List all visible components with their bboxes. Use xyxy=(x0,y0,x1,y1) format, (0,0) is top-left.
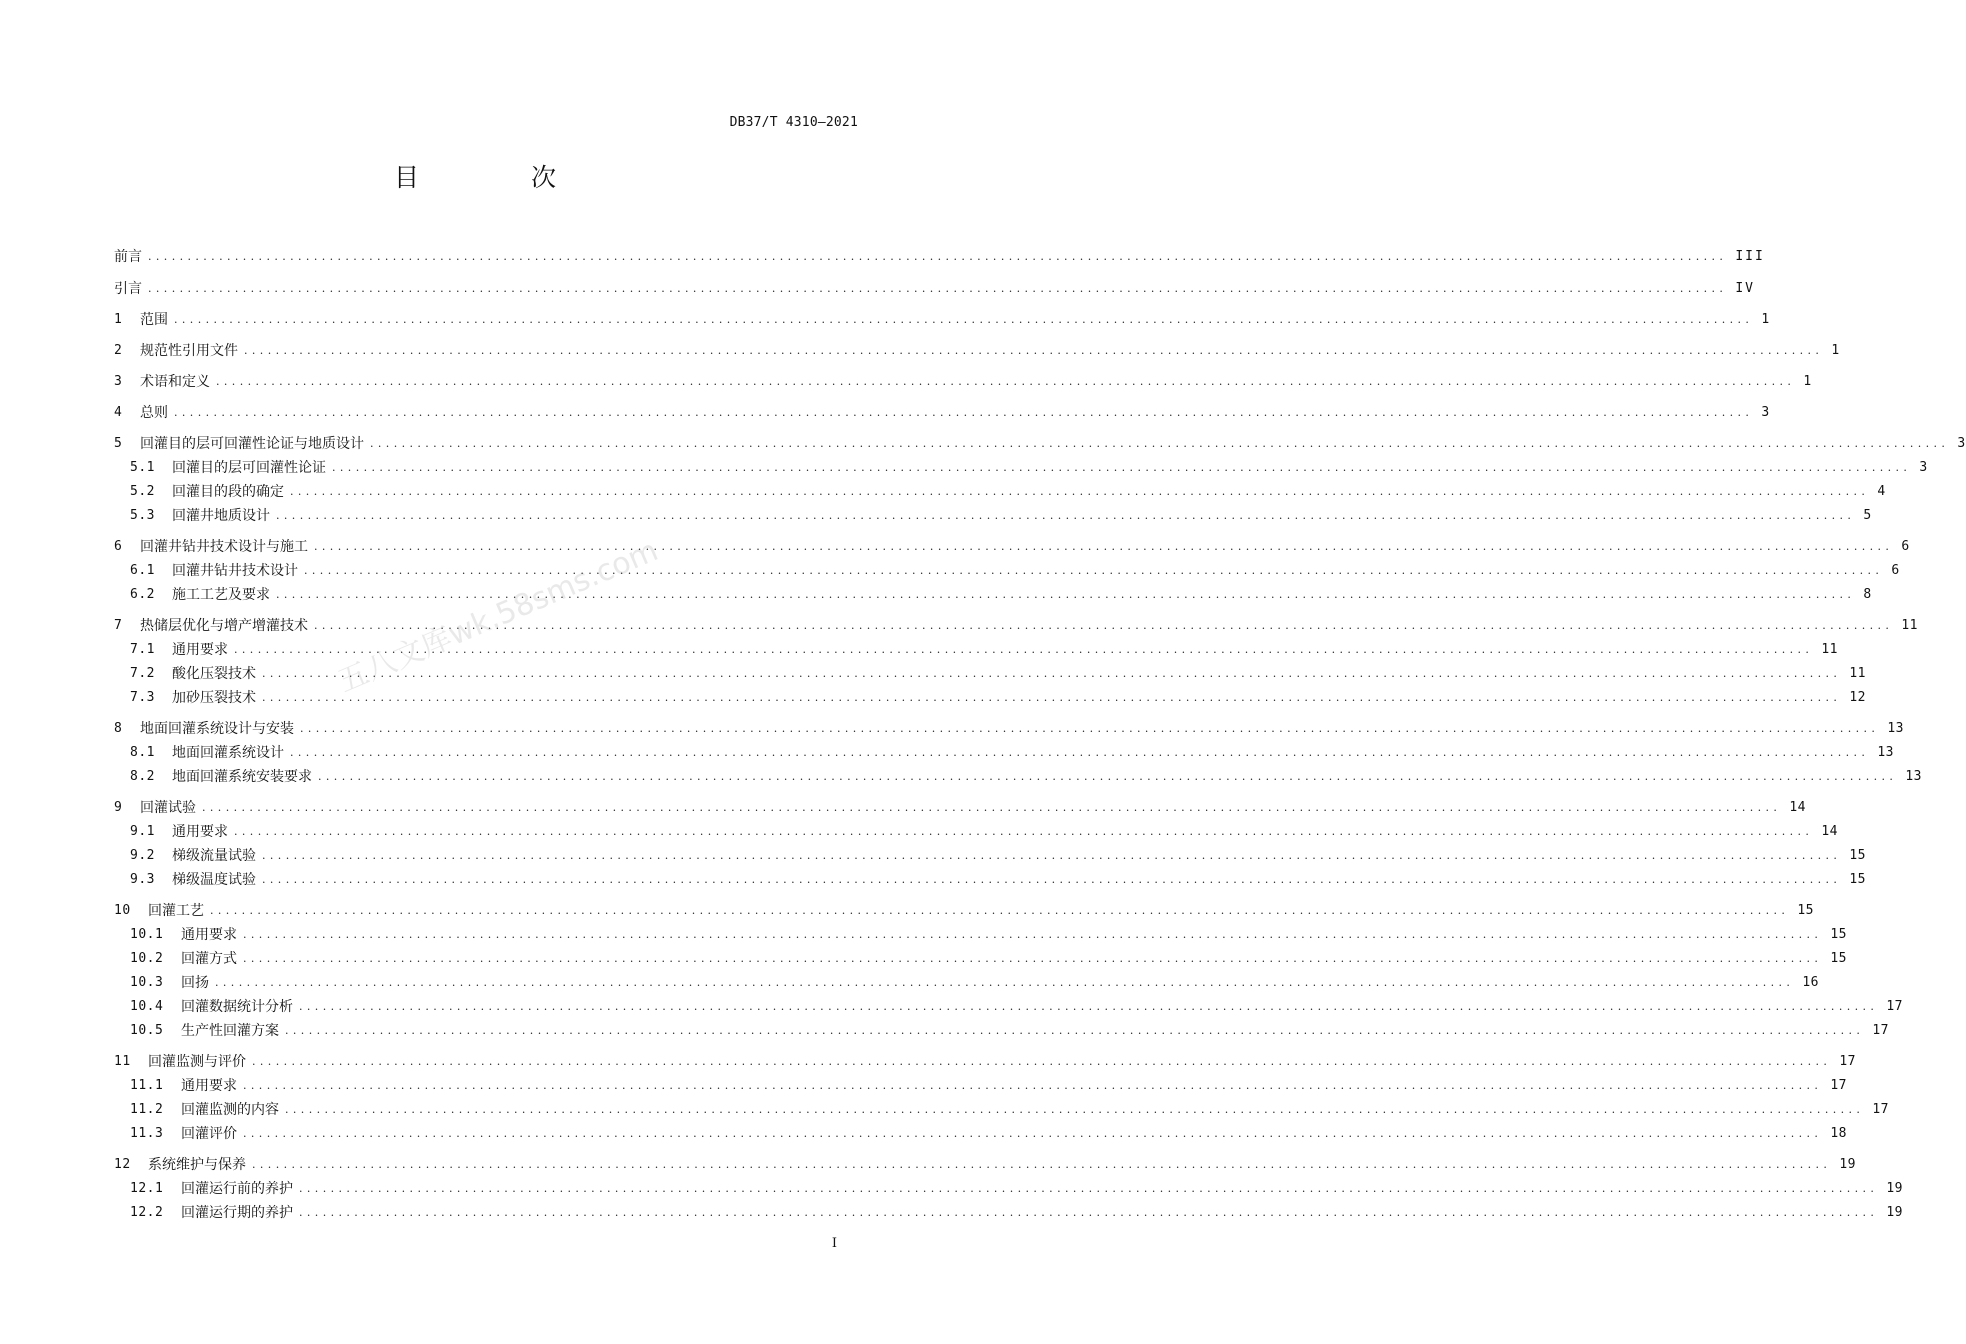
toc-entry-number: 1 xyxy=(114,312,123,327)
toc-entry[interactable] xyxy=(114,742,1894,764)
toc-entry-number: 10.1 xyxy=(130,927,164,942)
toc-entry-title: 回灌工艺 xyxy=(148,903,204,919)
toc-page-number: 12 xyxy=(1849,690,1866,705)
toc-dot-leader: ........................................................................................................................................................................................................ xyxy=(370,437,1950,450)
toc-entry-title: 回灌目的段的确定 xyxy=(172,484,284,500)
toc-entry-number: 6.2 xyxy=(130,587,155,602)
toc-dot-leader: ........................................................................................................................................................................................................ xyxy=(285,1024,1865,1037)
toc-entry[interactable] xyxy=(114,278,1755,300)
toc-entry[interactable] xyxy=(114,615,1918,637)
toc-dot-leader: ........................................................................................................................................................................................................ xyxy=(174,313,1754,326)
toc-dot-leader: ........................................................................................................................................................................................................ xyxy=(299,1182,1879,1195)
toc-entry-title: 总则 xyxy=(140,405,168,421)
toc-entry-number: 10.3 xyxy=(130,975,164,990)
toc-dot-leader: ........................................................................................................................................................................................................ xyxy=(210,904,1790,917)
toc-entry[interactable] xyxy=(114,948,1847,970)
toc-dot-leader: ........................................................................................................................................................................................................ xyxy=(290,746,1870,759)
toc-entry-title: 酸化压裂技术 xyxy=(172,666,256,682)
toc-entry-title: 热储层优化与增产增灌技术 xyxy=(140,618,308,634)
toc-page-number: 11 xyxy=(1901,618,1918,633)
toc-dot-leader: ........................................................................................................................................................................................................ xyxy=(252,1158,1832,1171)
toc-dot-leader: ........................................................................................................................................................................................................ xyxy=(318,770,1898,783)
toc-dot-leader: ........................................................................................................................................................................................................ xyxy=(314,540,1894,553)
toc-entry[interactable] xyxy=(114,1099,1889,1121)
toc-entry-title: 规范性引用文件 xyxy=(140,343,238,359)
toc-entry-number: 5 xyxy=(114,436,123,451)
toc-entry-number: 12.1 xyxy=(130,1181,164,1196)
toc-entry-number: 9.3 xyxy=(130,872,155,887)
toc-entry-number: 9.2 xyxy=(130,848,155,863)
toc-entry-number: 11.3 xyxy=(130,1126,164,1141)
toc-entry-number: 6.1 xyxy=(130,563,155,578)
toc-entry-title: 范围 xyxy=(140,312,168,328)
toc-entry-title: 系统维护与保养 xyxy=(148,1157,246,1173)
toc-dot-leader: ........................................................................................................................................................................................................ xyxy=(243,1127,1823,1140)
toc-entry[interactable] xyxy=(114,869,1866,891)
toc-dot-leader: ........................................................................................................................................................................................................ xyxy=(202,801,1782,814)
toc-dot-leader: ........................................................................................................................................................................................................ xyxy=(243,952,1823,965)
toc-entry[interactable] xyxy=(114,402,1770,424)
toc-entry[interactable] xyxy=(114,1154,1856,1176)
toc-entry-title: 回灌井钻井技术设计与施工 xyxy=(140,539,308,555)
toc-page-number: 11 xyxy=(1849,666,1866,681)
toc-page-number: 13 xyxy=(1905,769,1922,784)
toc-entry-number: 10.2 xyxy=(130,951,164,966)
toc-entry-number: 8.1 xyxy=(130,745,155,760)
toc-entry-title: 回灌运行期的养护 xyxy=(181,1205,293,1221)
toc-entry-number: 6 xyxy=(114,539,123,554)
toc-entry-number: 5.3 xyxy=(130,508,155,523)
toc-entry[interactable] xyxy=(114,584,1872,606)
toc-page-number: 1 xyxy=(1803,374,1812,389)
toc-entry-number: 3 xyxy=(114,374,123,389)
toc-dot-leader: ........................................................................................................................................................................................................ xyxy=(234,643,1814,656)
toc-entry-title: 回灌目的层可回灌性论证 xyxy=(172,460,326,476)
toc-entry[interactable] xyxy=(114,505,1872,527)
toc-dot-leader: ........................................................................................................................................................................................................ xyxy=(262,691,1842,704)
toc-entry-title: 梯级温度试验 xyxy=(172,872,256,888)
toc-dot-leader: ........................................................................................................................................................................................................ xyxy=(276,588,1856,601)
toc-entry-title: 施工工艺及要求 xyxy=(172,587,270,603)
toc-page-number: 15 xyxy=(1797,903,1814,918)
toc-entry[interactable] xyxy=(114,924,1847,946)
toc-page-number: 18 xyxy=(1830,1126,1847,1141)
toc-entry-title: 回灌评价 xyxy=(181,1126,237,1142)
toc-entry[interactable] xyxy=(114,1051,1856,1073)
toc-entry[interactable] xyxy=(114,1123,1847,1145)
toc-entry-title: 通用要求 xyxy=(181,1078,237,1094)
toc-dot-leader: ........................................................................................................................................................................................................ xyxy=(148,250,1728,263)
toc-entry-number: 10.5 xyxy=(130,1023,164,1038)
footer-page-number: I xyxy=(831,1236,837,1251)
toc-entry-title: 回灌目的层可回灌性论证与地质设计 xyxy=(140,436,364,452)
toc-entry-title: 回灌监测与评价 xyxy=(148,1054,246,1070)
toc-dot-leader: ........................................................................................................................................................................................................ xyxy=(332,461,1912,474)
toc-page-number: 6 xyxy=(1891,563,1900,578)
toc-page-number: 13 xyxy=(1877,745,1894,760)
toc-entry-title: 前言 xyxy=(114,249,142,265)
toc-page-number: 1 xyxy=(1831,343,1840,358)
toc-entry-title: 回灌井钻井技术设计 xyxy=(172,563,298,579)
toc-page-number: 14 xyxy=(1789,800,1806,815)
toc-entry-number: 7.2 xyxy=(130,666,155,681)
toc-entry-number: 7 xyxy=(114,618,123,633)
toc-entry-number: 7.1 xyxy=(130,642,155,657)
toc-page-number: 17 xyxy=(1830,1078,1847,1093)
toc-entry-number: 5.1 xyxy=(130,460,155,475)
toc-entry[interactable] xyxy=(114,457,1928,479)
toc-entry-number: 7.3 xyxy=(130,690,155,705)
toc-entry-number: 12.2 xyxy=(130,1205,164,1220)
toc-page-number: 4 xyxy=(1877,484,1886,499)
toc-page-number: 15 xyxy=(1830,927,1847,942)
toc-dot-leader: ........................................................................................................................................................................................................ xyxy=(174,406,1754,419)
toc-dot-leader: ........................................................................................................................................................................................................ xyxy=(290,485,1870,498)
toc-entry[interactable] xyxy=(114,797,1806,819)
watermark: 五八文库wk.58sms.com xyxy=(333,533,664,700)
toc-dot-leader: ........................................................................................................................................................................................................ xyxy=(262,667,1842,680)
toc-entry-number: 2 xyxy=(114,343,123,358)
toc-dot-leader: ........................................................................................................................................................................................................ xyxy=(299,1000,1879,1013)
toc-dot-leader: ........................................................................................................................................................................................................ xyxy=(300,722,1880,735)
toc-entry[interactable] xyxy=(114,900,1814,922)
toc-dot-leader: ........................................................................................................................................................................................................ xyxy=(243,928,1823,941)
toc-entry[interactable] xyxy=(114,1075,1847,1097)
toc-page-number: 13 xyxy=(1887,721,1904,736)
toc-page-number: 19 xyxy=(1886,1205,1903,1220)
toc-dot-leader: ........................................................................................................................................................................................................ xyxy=(252,1055,1832,1068)
toc-entry[interactable] xyxy=(114,309,1770,331)
toc-entry-number: 12 xyxy=(114,1157,131,1172)
toc-entry-title: 通用要求 xyxy=(172,642,228,658)
toc-dot-leader: ........................................................................................................................................................................................................ xyxy=(314,619,1894,632)
toc-entry-title: 地面回灌系统安装要求 xyxy=(172,769,312,785)
toc-page-number: 17 xyxy=(1872,1023,1889,1038)
toc-dot-leader: ........................................................................................................................................................................................................ xyxy=(243,1079,1823,1092)
toc-entry-number: 10 xyxy=(114,903,131,918)
toc-entry[interactable] xyxy=(114,1178,1903,1200)
toc-entry[interactable] xyxy=(114,639,1838,661)
toc-entry[interactable] xyxy=(114,536,1910,558)
toc-page-number: 17 xyxy=(1886,999,1903,1014)
toc-entry-title: 地面回灌系统设计与安装 xyxy=(140,721,294,737)
toc-entry[interactable] xyxy=(114,246,1765,268)
toc-entry[interactable] xyxy=(114,996,1903,1018)
toc-dot-leader: ........................................................................................................................................................................................................ xyxy=(285,1103,1865,1116)
toc-dot-leader: ........................................................................................................................................................................................................ xyxy=(262,873,1842,886)
toc-entry-title: 回灌方式 xyxy=(181,951,237,967)
page-title: 目 次 xyxy=(394,163,608,192)
toc-dot-leader: ........................................................................................................................................................................................................ xyxy=(276,509,1856,522)
toc-entry[interactable] xyxy=(114,663,1866,685)
toc-page-number: IV xyxy=(1735,281,1755,296)
toc-entry-number: 4 xyxy=(114,405,123,420)
toc-entry-number: 8 xyxy=(114,721,123,736)
toc-entry-title: 通用要求 xyxy=(172,824,228,840)
toc-entry[interactable] xyxy=(114,687,1866,709)
toc-page-number: 6 xyxy=(1901,539,1910,554)
toc-entry[interactable] xyxy=(114,1020,1889,1042)
toc-entry-title: 回灌井地质设计 xyxy=(172,508,270,524)
toc-page-number: 11 xyxy=(1821,642,1838,657)
toc-entry[interactable] xyxy=(114,340,1840,362)
toc-entry[interactable] xyxy=(114,560,1900,582)
toc-entry-number: 9.1 xyxy=(130,824,155,839)
toc-entry-number: 11.1 xyxy=(130,1078,164,1093)
toc-entry-title: 梯级流量试验 xyxy=(172,848,256,864)
toc-entry-title: 回灌运行前的养护 xyxy=(181,1181,293,1197)
toc-entry-number: 11 xyxy=(114,1054,131,1069)
toc-entry[interactable] xyxy=(114,766,1922,788)
toc-page-number: 3 xyxy=(1957,436,1966,451)
toc-entry-title: 通用要求 xyxy=(181,927,237,943)
toc-entry-title: 加砂压裂技术 xyxy=(172,690,256,706)
toc-page-number: III xyxy=(1735,249,1765,264)
toc-page-number: 3 xyxy=(1919,460,1928,475)
toc-page-number: 17 xyxy=(1839,1054,1856,1069)
toc-entry-title: 回灌数据统计分析 xyxy=(181,999,293,1015)
toc-dot-leader: ........................................................................................................................................................................................................ xyxy=(216,375,1796,388)
toc-entry-title: 术语和定义 xyxy=(140,374,210,390)
toc-entry[interactable] xyxy=(114,821,1838,843)
toc-entry-number: 11.2 xyxy=(130,1102,164,1117)
toc-page-number: 15 xyxy=(1849,872,1866,887)
toc-entry[interactable] xyxy=(114,371,1812,393)
toc-page-number: 17 xyxy=(1872,1102,1889,1117)
toc-entry-title: 回扬 xyxy=(181,975,209,991)
toc-page-number: 8 xyxy=(1863,587,1872,602)
toc-page-number: 19 xyxy=(1839,1157,1856,1172)
toc-dot-leader: ........................................................................................................................................................................................................ xyxy=(215,976,1795,989)
toc-entry[interactable] xyxy=(114,1202,1903,1224)
toc-entry-number: 8.2 xyxy=(130,769,155,784)
toc-dot-leader: ........................................................................................................................................................................................................ xyxy=(304,564,1884,577)
toc-entry[interactable] xyxy=(114,481,1886,503)
toc-page-number: 16 xyxy=(1802,975,1819,990)
toc-page-number: 19 xyxy=(1886,1181,1903,1196)
toc-entry[interactable] xyxy=(114,845,1866,867)
toc-entry[interactable] xyxy=(114,718,1904,740)
toc-entry-title: 生产性回灌方案 xyxy=(181,1023,279,1039)
toc-page-number: 15 xyxy=(1849,848,1866,863)
toc-entry-title: 引言 xyxy=(114,281,142,297)
toc-entry-number: 10.4 xyxy=(130,999,164,1014)
toc-page-number: 5 xyxy=(1863,508,1872,523)
toc-dot-leader: ........................................................................................................................................................................................................ xyxy=(148,282,1728,295)
toc-dot-leader: ........................................................................................................................................................................................................ xyxy=(299,1206,1879,1219)
toc-page-number: 3 xyxy=(1761,405,1770,420)
toc-entry-number: 5.2 xyxy=(130,484,155,499)
toc-dot-leader: ........................................................................................................................................................................................................ xyxy=(262,849,1842,862)
toc-entry-number: 9 xyxy=(114,800,123,815)
toc-page-number: 14 xyxy=(1821,824,1838,839)
toc-entry[interactable] xyxy=(114,433,1966,455)
toc-page-number: 1 xyxy=(1761,312,1770,327)
toc-dot-leader: ........................................................................................................................................................................................................ xyxy=(234,825,1814,838)
toc-entry-title: 地面回灌系统设计 xyxy=(172,745,284,761)
document-code: DB37/T 4310—2021 xyxy=(729,115,858,130)
toc-dot-leader: ........................................................................................................................................................................................................ xyxy=(244,344,1824,357)
toc-entry-title: 回灌监测的内容 xyxy=(181,1102,279,1118)
toc-page-number: 15 xyxy=(1830,951,1847,966)
toc-entry-title: 回灌试验 xyxy=(140,800,196,816)
toc-entry[interactable] xyxy=(114,972,1819,994)
